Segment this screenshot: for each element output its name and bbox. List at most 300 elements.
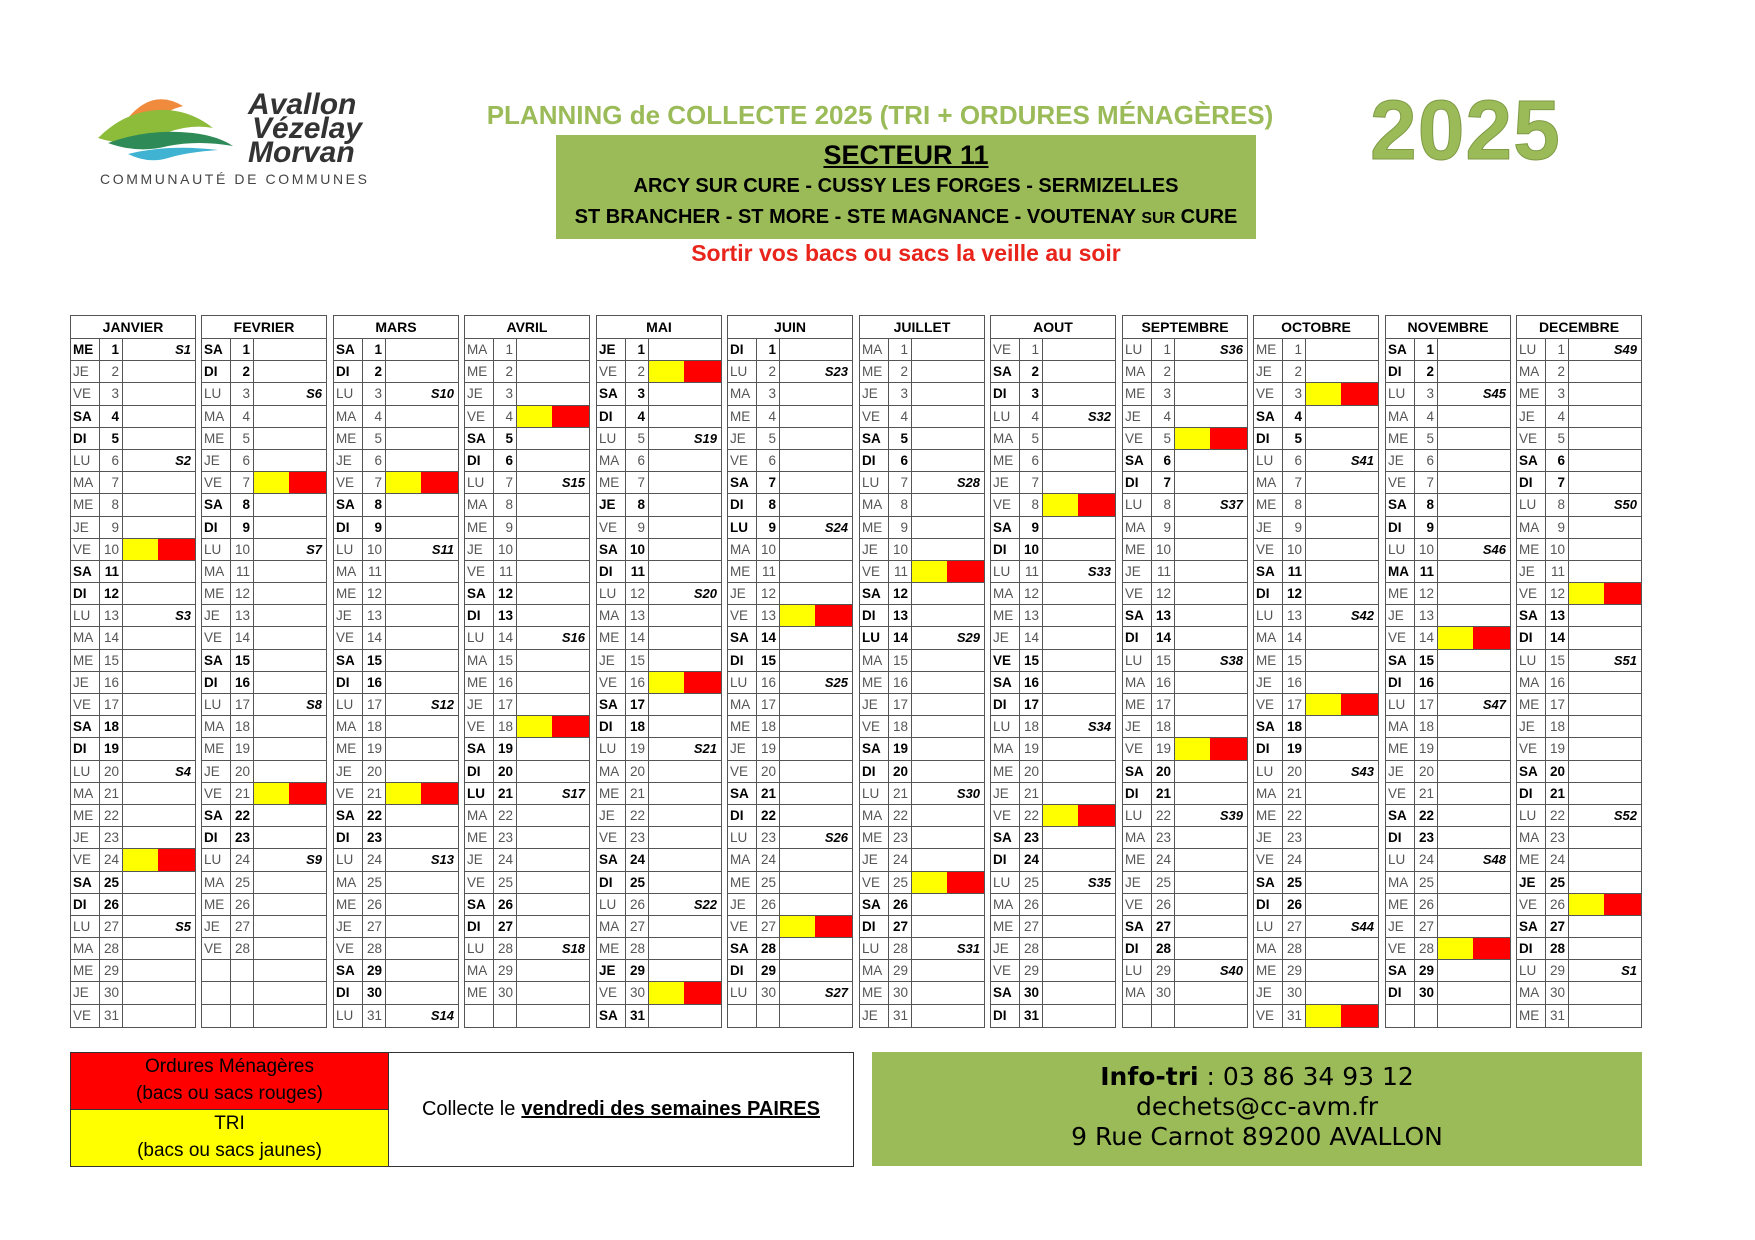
day-number: 5 — [1020, 428, 1043, 449]
day-info — [123, 406, 195, 427]
day-row — [334, 650, 458, 672]
day-row — [1123, 494, 1247, 516]
day-info — [517, 539, 589, 560]
day-row — [728, 627, 852, 649]
day-abbr: VE — [728, 761, 757, 782]
day-row — [597, 805, 721, 827]
day-row — [71, 849, 195, 871]
day-row — [1386, 694, 1510, 716]
day-abbr: SA — [728, 472, 757, 493]
day-number: 22 — [626, 805, 649, 826]
day-info — [912, 428, 984, 449]
day-number: 27 — [757, 916, 780, 937]
day-row — [465, 761, 589, 783]
day-abbr: ME — [1386, 428, 1415, 449]
day-row — [334, 849, 458, 871]
day-info — [123, 627, 195, 648]
day-info — [1306, 938, 1378, 959]
day-info: S22 — [693, 896, 717, 912]
day-info — [386, 916, 458, 937]
waste-marker — [684, 982, 721, 1003]
day-number: 21 — [1152, 783, 1175, 804]
day-info — [123, 361, 195, 382]
day-abbr: VE — [1254, 849, 1283, 870]
day-row — [1386, 605, 1510, 627]
day-row — [991, 494, 1115, 516]
day-info — [1306, 406, 1378, 427]
day-row — [334, 494, 458, 516]
day-row — [991, 605, 1115, 627]
day-info — [254, 805, 326, 826]
day-abbr: VE — [1254, 694, 1283, 715]
day-abbr: SA — [1517, 605, 1546, 626]
day-row — [202, 827, 326, 849]
day-info — [1438, 672, 1510, 693]
day-row — [1517, 605, 1641, 627]
day-abbr: SA — [1123, 916, 1152, 937]
day-info — [1438, 805, 1510, 826]
day-number: 15 — [100, 650, 123, 671]
day-abbr — [202, 1005, 231, 1027]
day-row — [991, 716, 1115, 738]
day-abbr: VE — [1123, 428, 1152, 449]
day-info — [1306, 517, 1378, 538]
day-row — [334, 805, 458, 827]
day-abbr: ME — [597, 783, 626, 804]
day-row — [334, 694, 458, 716]
day-abbr: LU — [597, 583, 626, 604]
day-abbr: DI — [1254, 738, 1283, 759]
day-abbr: SA — [1254, 561, 1283, 582]
day-abbr: VE — [728, 450, 757, 471]
day-row — [1386, 783, 1510, 805]
day-abbr: VE — [202, 627, 231, 648]
day-info — [254, 605, 326, 626]
day-row — [465, 383, 589, 405]
info-email: dechets@cc-avm.fr — [1135, 1092, 1379, 1121]
day-info — [1438, 339, 1510, 360]
day-info: S21 — [693, 741, 717, 757]
day-row — [202, 694, 326, 716]
day-abbr: DI — [1254, 428, 1283, 449]
day-info — [123, 672, 195, 693]
day-row — [991, 938, 1115, 960]
day-info — [912, 1005, 984, 1027]
day-row — [334, 605, 458, 627]
day-abbr: JE — [728, 583, 757, 604]
day-number: 4 — [100, 406, 123, 427]
day-abbr: DI — [334, 827, 363, 848]
day-abbr: JE — [465, 849, 494, 870]
day-abbr: ME — [728, 561, 757, 582]
day-info — [1175, 428, 1247, 449]
day-abbr: ME — [991, 605, 1020, 626]
day-info — [1043, 849, 1115, 870]
day-abbr: JE — [1517, 872, 1546, 893]
day-info: S48 — [1482, 852, 1506, 868]
day-number: 6 — [1020, 450, 1043, 471]
month-mars — [333, 315, 459, 1028]
day-info — [1043, 472, 1115, 493]
day-info: S25 — [824, 674, 848, 690]
waste-marker — [552, 716, 589, 737]
day-abbr: VE — [1386, 472, 1415, 493]
day-abbr: DI — [597, 406, 626, 427]
day-row — [465, 339, 589, 361]
day-abbr: SA — [71, 872, 100, 893]
day-row — [1517, 383, 1641, 405]
day-number: 28 — [1415, 938, 1438, 959]
day-number: 18 — [626, 716, 649, 737]
day-info: S49 — [1613, 342, 1637, 357]
day-number: 25 — [1283, 872, 1306, 893]
day-row — [597, 561, 721, 583]
day-abbr: ME — [991, 450, 1020, 471]
day-abbr: ME — [1254, 339, 1283, 360]
day-number: 13 — [1283, 605, 1306, 626]
day-info — [649, 494, 721, 515]
day-info: S41 — [1350, 452, 1374, 468]
day-row — [597, 672, 721, 694]
day-row — [1517, 916, 1641, 938]
day-number: 30 — [626, 982, 649, 1003]
day-info — [1175, 783, 1247, 804]
day-row — [728, 361, 852, 383]
day-abbr: MA — [202, 561, 231, 582]
day-abbr: LU — [465, 627, 494, 648]
day-abbr: DI — [465, 916, 494, 937]
day-number: 23 — [626, 827, 649, 848]
communes-line-2: ST BRANCHER - ST MORE - STE MAGNANCE - VOUTENAY SUR CURE — [574, 206, 1238, 228]
day-number: 14 — [1283, 627, 1306, 648]
day-abbr: SA — [991, 827, 1020, 848]
recycling-marker — [912, 561, 947, 582]
day-row — [202, 361, 326, 383]
day-abbr: LU — [465, 938, 494, 959]
day-info — [649, 605, 721, 626]
day-row — [1386, 805, 1510, 827]
day-number: 31 — [363, 1005, 386, 1027]
day-abbr: DI — [1254, 583, 1283, 604]
day-abbr: JE — [597, 339, 626, 360]
day-row — [1254, 406, 1378, 428]
day-abbr: VE — [202, 472, 231, 493]
day-number: 7 — [889, 472, 912, 493]
day-row — [597, 738, 721, 760]
day-abbr: VE — [728, 605, 757, 626]
day-abbr: ME — [1254, 494, 1283, 515]
day-number: 2 — [100, 361, 123, 382]
day-row — [597, 406, 721, 428]
day-row — [1517, 783, 1641, 805]
day-number: 7 — [1546, 472, 1569, 493]
day-number: 3 — [1283, 383, 1306, 404]
day-number: 2 — [1152, 361, 1175, 382]
waste-marker — [947, 872, 984, 893]
day-abbr: MA — [860, 339, 889, 360]
day-row — [991, 849, 1115, 871]
day-number: 19 — [1152, 738, 1175, 759]
day-number: 23 — [1415, 827, 1438, 848]
day-abbr: LU — [202, 539, 231, 560]
day-row — [860, 472, 984, 494]
day-info — [780, 605, 852, 626]
day-abbr: JE — [728, 894, 757, 915]
day-info: S24 — [824, 519, 848, 535]
day-info — [1306, 783, 1378, 804]
day-row — [71, 472, 195, 494]
day-row — [991, 406, 1115, 428]
day-info — [517, 517, 589, 538]
day-info — [1438, 406, 1510, 427]
day-abbr: SA — [334, 494, 363, 515]
day-number: 17 — [1415, 694, 1438, 715]
day-abbr: SA — [71, 406, 100, 427]
day-abbr: ME — [597, 938, 626, 959]
day-abbr: VE — [1123, 738, 1152, 759]
day-info — [1175, 583, 1247, 604]
day-abbr: SA — [465, 428, 494, 449]
day-row — [1254, 960, 1378, 982]
day-info — [517, 561, 589, 582]
day-info — [1175, 694, 1247, 715]
day-abbr: MA — [728, 849, 757, 870]
day-number: 17 — [757, 694, 780, 715]
day-number: 24 — [1546, 849, 1569, 870]
day-info — [780, 716, 852, 737]
day-row — [860, 605, 984, 627]
day-row — [71, 650, 195, 672]
day-row — [1517, 894, 1641, 916]
day-info — [1175, 605, 1247, 626]
day-abbr: MA — [991, 428, 1020, 449]
day-number: 3 — [494, 383, 517, 404]
day-number: 22 — [1283, 805, 1306, 826]
day-abbr: JE — [334, 761, 363, 782]
day-abbr: ME — [334, 894, 363, 915]
day-abbr: JE — [465, 383, 494, 404]
day-number: 1 — [626, 339, 649, 360]
day-number: 27 — [494, 916, 517, 937]
day-abbr: JE — [1123, 406, 1152, 427]
day-number: 5 — [231, 428, 254, 449]
day-row — [860, 450, 984, 472]
day-info — [649, 849, 721, 870]
day-abbr: MA — [202, 406, 231, 427]
day-row — [1123, 361, 1247, 383]
day-number: 15 — [231, 650, 254, 671]
day-row — [597, 827, 721, 849]
day-row — [334, 672, 458, 694]
day-number: 6 — [1546, 450, 1569, 471]
day-number: 5 — [1546, 428, 1569, 449]
day-abbr: DI — [991, 539, 1020, 560]
day-number: 20 — [494, 761, 517, 782]
day-number: 3 — [1020, 383, 1043, 404]
day-info — [649, 872, 721, 893]
day-number: 8 — [363, 494, 386, 515]
day-number: 17 — [1283, 694, 1306, 715]
day-number: 12 — [626, 583, 649, 604]
day-abbr: JE — [1517, 716, 1546, 737]
day-abbr: VE — [71, 1005, 100, 1027]
day-info — [912, 694, 984, 715]
day-row — [860, 960, 984, 982]
day-info — [1175, 849, 1247, 870]
day-row — [465, 849, 589, 871]
day-info — [649, 361, 721, 382]
day-number: 29 — [1283, 960, 1306, 981]
day-number: 29 — [889, 960, 912, 981]
day-info — [1569, 761, 1641, 782]
day-abbr: MA — [1123, 517, 1152, 538]
month-header: MAI — [597, 316, 721, 339]
day-row — [465, 827, 589, 849]
day-row — [1123, 761, 1247, 783]
day-info — [912, 761, 984, 782]
day-abbr: DI — [991, 849, 1020, 870]
day-info: S11 — [431, 541, 454, 557]
day-row — [1386, 849, 1510, 871]
day-number: 6 — [1283, 450, 1306, 471]
day-info — [1043, 517, 1115, 538]
day-row — [465, 539, 589, 561]
day-info — [1569, 694, 1641, 715]
day-abbr: DI — [728, 650, 757, 671]
day-info — [386, 672, 458, 693]
day-row — [465, 894, 589, 916]
day-abbr: DI — [202, 361, 231, 382]
day-abbr: JE — [1254, 982, 1283, 1003]
day-abbr: VE — [334, 783, 363, 804]
day-row — [1517, 982, 1641, 1004]
day-abbr: MA — [334, 561, 363, 582]
day-row — [728, 450, 852, 472]
day-info — [780, 627, 852, 648]
day-abbr: ME — [202, 428, 231, 449]
day-abbr: VE — [1254, 383, 1283, 404]
day-abbr: LU — [202, 849, 231, 870]
day-abbr: LU — [1123, 805, 1152, 826]
day-info: S37 — [1219, 497, 1243, 513]
day-abbr: SA — [991, 672, 1020, 693]
day-number: 8 — [1152, 494, 1175, 515]
day-abbr: LU — [991, 872, 1020, 893]
month-header: JANVIER — [71, 316, 195, 339]
day-number: 29 — [1020, 960, 1043, 981]
day-abbr: SA — [860, 738, 889, 759]
day-abbr: MA — [465, 339, 494, 360]
day-info — [780, 561, 852, 582]
day-info — [254, 982, 326, 1003]
day-abbr: VE — [1386, 938, 1415, 959]
day-number: 19 — [1020, 738, 1043, 759]
day-row — [1254, 539, 1378, 561]
day-row — [860, 406, 984, 428]
day-number: 25 — [1546, 872, 1569, 893]
day-number: 1 — [1546, 339, 1569, 360]
day-info — [1569, 539, 1641, 560]
day-row — [860, 827, 984, 849]
day-info: S2 — [175, 452, 191, 468]
day-row — [334, 894, 458, 916]
day-info — [386, 982, 458, 1003]
waste-marker — [1604, 583, 1641, 604]
day-abbr: ME — [1386, 583, 1415, 604]
waste-marker — [552, 406, 589, 427]
day-abbr: DI — [1517, 783, 1546, 804]
day-row — [202, 539, 326, 561]
day-row — [728, 650, 852, 672]
day-row — [1386, 894, 1510, 916]
day-abbr: LU — [465, 783, 494, 804]
day-number: 20 — [1546, 761, 1569, 782]
day-number: 31 — [100, 1005, 123, 1027]
day-abbr: LU — [1517, 494, 1546, 515]
day-abbr: LU — [728, 517, 757, 538]
day-info — [1175, 938, 1247, 959]
day-row — [1386, 339, 1510, 361]
day-abbr: ME — [1517, 849, 1546, 870]
day-abbr: VE — [991, 960, 1020, 981]
day-number: 26 — [100, 894, 123, 915]
day-info: S5 — [175, 918, 191, 934]
day-row — [71, 583, 195, 605]
day-info — [1175, 517, 1247, 538]
day-abbr: MA — [991, 894, 1020, 915]
day-abbr: LU — [71, 761, 100, 782]
day-abbr: SA — [860, 894, 889, 915]
day-abbr: SA — [71, 561, 100, 582]
day-row — [465, 982, 589, 1004]
day-row — [860, 583, 984, 605]
day-number: 19 — [100, 738, 123, 759]
day-abbr: DI — [71, 583, 100, 604]
day-abbr: MA — [465, 960, 494, 981]
day-info — [254, 428, 326, 449]
day-abbr: VE — [334, 627, 363, 648]
day-info — [254, 916, 326, 937]
day-info — [780, 694, 852, 715]
day-row — [991, 517, 1115, 539]
day-number: 10 — [363, 539, 386, 560]
day-number: 31 — [1020, 1005, 1043, 1027]
day-number: 28 — [1283, 938, 1306, 959]
day-number: 9 — [757, 517, 780, 538]
day-row — [202, 605, 326, 627]
day-abbr: JE — [465, 539, 494, 560]
day-info — [649, 561, 721, 582]
day-info — [254, 938, 326, 959]
day-abbr: MA — [860, 960, 889, 981]
day-abbr: MA — [1386, 872, 1415, 893]
day-abbr: VE — [597, 827, 626, 848]
day-row — [597, 339, 721, 361]
day-number: 2 — [231, 361, 254, 382]
day-row — [728, 517, 852, 539]
day-row — [1123, 383, 1247, 405]
day-abbr: MA — [1254, 938, 1283, 959]
day-number: 31 — [1546, 1005, 1569, 1027]
day-abbr: JE — [1123, 716, 1152, 737]
day-info — [386, 361, 458, 382]
day-info — [912, 894, 984, 915]
day-row — [1254, 605, 1378, 627]
day-info: S50 — [1613, 497, 1637, 513]
day-abbr: LU — [334, 1005, 363, 1027]
day-row — [1254, 472, 1378, 494]
recycling-marker — [386, 472, 421, 493]
